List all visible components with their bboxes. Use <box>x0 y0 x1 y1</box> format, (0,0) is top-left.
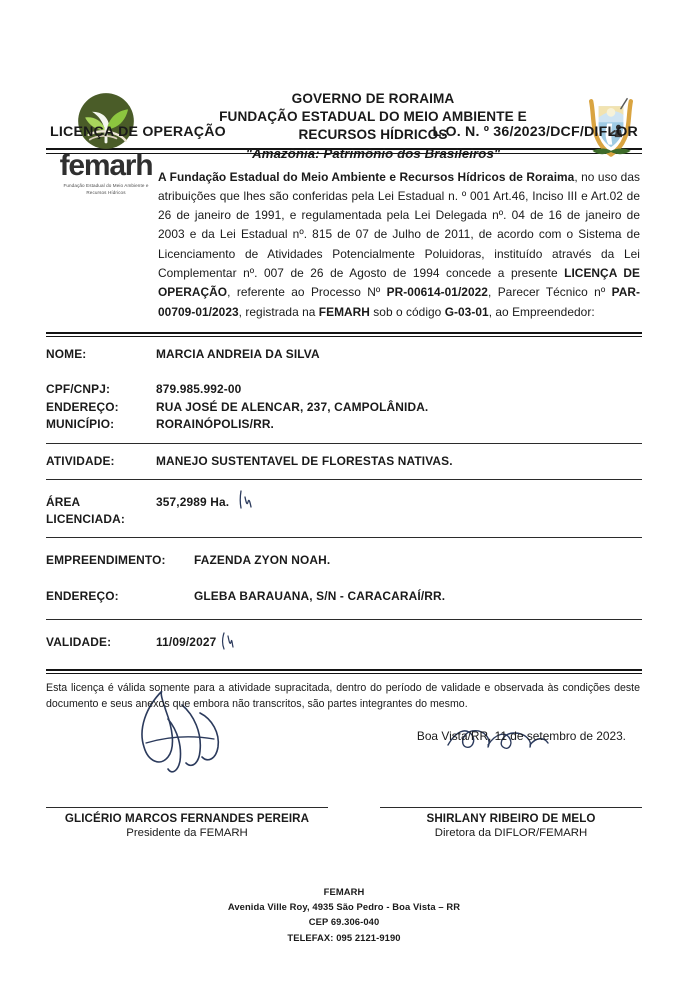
license-type-title: LICENÇA DE OPERAÇÃO <box>50 124 226 140</box>
atividade-label: ATIVIDADE: <box>46 453 115 468</box>
endereco2-value: GLEBA BARAUANA, S/N - CARACARAÍ/RR. <box>194 588 446 603</box>
area-label-line2: LICENCIADA: <box>46 511 125 526</box>
document-footer <box>46 884 642 945</box>
director-signature-line <box>380 807 642 808</box>
holder-name-group <box>46 337 642 372</box>
municipio-value: RORAINÓPOLIS/RR. <box>156 417 275 432</box>
preamble-agency-name: A Fundação Estadual do Meio Ambiente e Recursos Hídricos de Roraima <box>158 169 575 184</box>
signature-block-president <box>46 807 328 841</box>
preamble-opinion-number: PAR-00709-01/2023 <box>158 285 640 319</box>
state-slogan: "Amazônia: Patrimônio dos Brasileiros" <box>245 146 501 162</box>
field-area-licenciada <box>46 489 642 528</box>
femarh-logo <box>46 88 166 196</box>
field-endereco <box>46 399 642 416</box>
preamble-text-2: , referente ao Processo Nº <box>227 285 387 300</box>
license-details <box>46 337 642 661</box>
endereco-value: RUA JOSÉ DE ALENCAR, 237, CAMPOLÂNIDA. <box>156 399 429 414</box>
preamble-text-3: , Parecer Técnico nº <box>487 285 612 300</box>
cpf-label: CPF/CNPJ: <box>46 382 111 397</box>
validade-value: 11/09/2027 <box>156 634 217 649</box>
signature-area <box>46 729 642 847</box>
empreendimento-label: EMPREENDIMENTO: <box>46 553 166 568</box>
area-value-wrap <box>156 489 257 511</box>
femarh-wordmark: femarh <box>59 149 153 182</box>
field-cpf-cnpj <box>46 381 642 398</box>
preamble-text-1: , no uso das atribuições que lhes são conferidas pela Lei Estadual n. º 001 Art.46, Inciso III e Art.02 de 26 de janeiro de 1991, e regulamentada pela Lei Delegada nº. 04 de 16 de janeiro de 2003 e da Lei Estadual nº. 815 de 07 de Julho de 2011, de acordo com o Sistema de Licenciamento de Atividades Potencialmente Poluidoras, instituído através da Lei Complementar nº. 007 de 26 de Agosto de 1994 concede a presente <box>158 169 640 280</box>
validade-value-wrap <box>156 631 236 651</box>
nome-value: MARCIA ANDREIA DA SILVA <box>156 347 320 362</box>
preamble-text-6: , ao Empreendedor: <box>488 304 595 319</box>
municipio-label: MUNICÍPIO: <box>46 417 115 432</box>
area-group <box>46 480 642 537</box>
president-name: GLICÉRIO MARCOS FERNANDES PEREIRA <box>64 811 310 825</box>
activity-group <box>46 444 642 479</box>
cpf-value: 879.985.992-00 <box>156 382 242 397</box>
license-conditions-note: Esta licença é válida somente para a atividade supracitada, dentro do período de validade e observada às condições deste documento e seus anexos que embora não transcritos, são partes integrantes do mesmo. <box>46 682 640 711</box>
footer-org: FEMARH <box>323 886 365 897</box>
preamble-femarh: FEMARH <box>318 304 370 319</box>
footer-cep: CEP 69.306-040 <box>308 916 380 928</box>
signature-columns <box>46 807 642 841</box>
director-role: Diretora da DIFLOR/FEMARH <box>434 826 588 839</box>
nome-label: NOME: <box>46 347 87 362</box>
handwritten-validity-mark <box>220 631 236 651</box>
preamble-license-type: LICENÇA DE OPERAÇÃO <box>158 266 641 300</box>
enterprise-group <box>46 538 642 619</box>
field-endereco-empreendimento <box>46 588 642 605</box>
field-empreendimento <box>46 552 642 569</box>
atividade-value: MANEJO SUSTENTAVEL DE FLORESTAS NATIVAS. <box>156 453 453 468</box>
preamble-text-4: , registrada na <box>238 304 319 319</box>
validade-label: VALIDADE: <box>46 634 112 649</box>
president-role: Presidente da FEMARH <box>126 826 248 839</box>
preamble-text-5: sob o código <box>369 304 445 319</box>
area-label-line1: ÁREA <box>46 494 81 509</box>
validity-group <box>46 620 642 661</box>
handwritten-initial-mark <box>237 489 257 511</box>
fineprint-divider <box>46 669 642 674</box>
field-atividade <box>46 453 642 470</box>
preamble-code: G-03-01 <box>444 304 489 319</box>
femarh-seedling-icon <box>77 92 135 150</box>
place-and-date: Boa Vista/RR, 11 de setembro de 2023. <box>416 729 626 743</box>
holder-identity-group <box>46 372 642 442</box>
signature-block-director <box>380 807 642 841</box>
footer-telefax: TELEFAX: 095 2121-9190 <box>287 931 401 943</box>
endereco2-label: ENDEREÇO: <box>46 588 119 603</box>
footer-address: Avenida Ville Roy, 4935 São Pedro - Boa Vista – RR <box>227 901 461 913</box>
femarh-logo-subtitle: Fundação Estadual do Meio Ambiente e Recursos Hídricos <box>63 183 149 195</box>
gov-line-2: FUNDAÇÃO ESTADUAL DO MEIO AMBIENTE E <box>219 109 527 125</box>
field-municipio <box>46 416 642 433</box>
area-label <box>46 494 156 529</box>
area-value: 357,2989 Ha. <box>156 494 230 509</box>
president-signature-line <box>46 807 328 808</box>
director-name: SHIRLANY RIBEIRO DE MELO <box>426 811 596 825</box>
empreendimento-value: FAZENDA ZYON NOAH. <box>194 553 331 568</box>
field-validade <box>46 631 642 651</box>
gov-line-3: RECURSOS HÍDRICOS <box>298 127 448 143</box>
endereco-label: ENDEREÇO: <box>46 399 119 414</box>
gov-line-1: GOVERNO DE RORAIMA <box>291 91 455 106</box>
preamble-process-number: PR-00614-01/2022 <box>386 285 488 300</box>
field-nome <box>46 346 642 363</box>
license-number: L.O. N. º 36/2023/DCF/DIFLOR <box>432 124 638 140</box>
